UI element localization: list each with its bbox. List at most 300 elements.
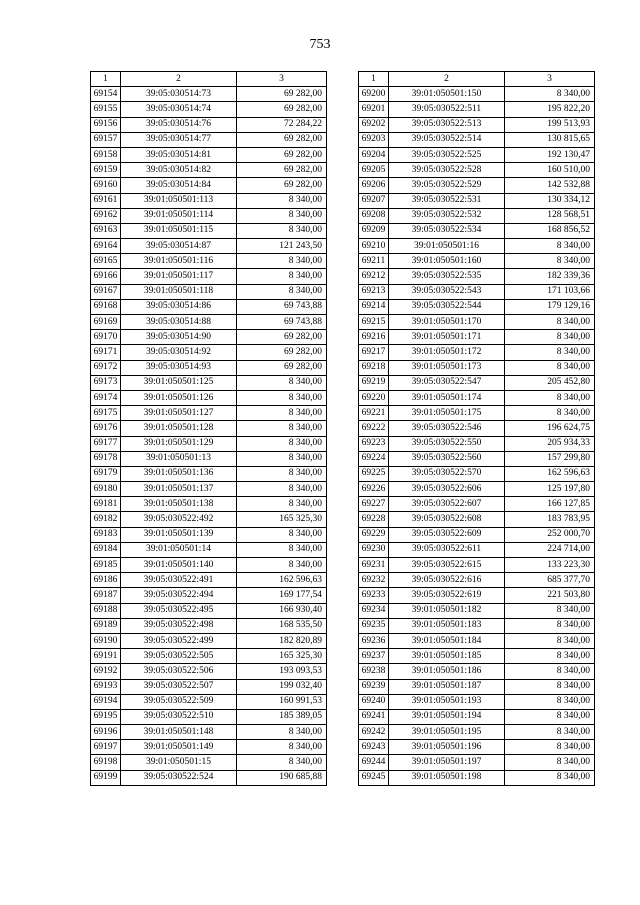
table-row bbox=[91, 694, 327, 709]
cadastral-number-cell: 39:01:050501:13 bbox=[121, 451, 237, 466]
cadastral-value-cell: 8 340,00 bbox=[505, 315, 595, 330]
cadastral-number-cell: 39:01:050501:172 bbox=[389, 345, 505, 360]
table-row bbox=[91, 679, 327, 694]
cadastral-number-cell: 39:01:050501:136 bbox=[121, 466, 237, 481]
row-number-cell: 69166 bbox=[91, 269, 121, 284]
cadastral-number-cell: 39:05:030522:608 bbox=[389, 512, 505, 527]
row-number-cell: 69206 bbox=[359, 178, 389, 193]
cadastral-value-cell: 8 340,00 bbox=[237, 223, 327, 238]
cadastral-value-cell: 8 340,00 bbox=[237, 755, 327, 770]
cadastral-number-cell: 39:05:030522:607 bbox=[389, 497, 505, 512]
cadastral-value-cell: 69 282,00 bbox=[237, 102, 327, 117]
cadastral-number-cell: 39:05:030514:90 bbox=[121, 330, 237, 345]
cadastral-value-cell: 8 340,00 bbox=[505, 360, 595, 375]
table-row bbox=[359, 163, 595, 178]
cadastral-value-cell: 8 340,00 bbox=[237, 497, 327, 512]
table-row bbox=[359, 649, 595, 664]
cadastral-value-cell: 195 822,20 bbox=[505, 102, 595, 117]
row-number-cell: 69189 bbox=[91, 618, 121, 633]
cadastral-value-cell: 199 513,93 bbox=[505, 117, 595, 132]
cadastral-number-cell: 39:05:030522:531 bbox=[389, 193, 505, 208]
row-number-cell: 69204 bbox=[359, 147, 389, 162]
table-body bbox=[91, 72, 327, 786]
row-number-cell: 69155 bbox=[91, 102, 121, 117]
cadastral-number-cell: 39:01:050501:183 bbox=[389, 618, 505, 633]
cadastral-number-cell: 39:01:050501:171 bbox=[389, 330, 505, 345]
cadastral-value-cell: 69 282,00 bbox=[237, 178, 327, 193]
cadastral-number-cell: 39:01:050501:115 bbox=[121, 223, 237, 238]
cadastral-number-cell: 39:05:030514:76 bbox=[121, 117, 237, 132]
cadastral-number-cell: 39:05:030514:87 bbox=[121, 239, 237, 254]
cadastral-number-cell: 39:05:030522:543 bbox=[389, 284, 505, 299]
cadastral-value-cell: 8 340,00 bbox=[505, 709, 595, 724]
cadastral-value-cell: 8 340,00 bbox=[505, 770, 595, 785]
table-row bbox=[359, 406, 595, 421]
cadastral-number-cell: 39:01:050501:187 bbox=[389, 679, 505, 694]
table-row bbox=[359, 87, 595, 102]
row-number-cell: 69202 bbox=[359, 117, 389, 132]
cadastral-value-cell: 8 340,00 bbox=[237, 254, 327, 269]
cadastral-number-cell: 39:01:050501:127 bbox=[121, 406, 237, 421]
row-number-cell: 69195 bbox=[91, 709, 121, 724]
cadastral-number-cell: 39:01:050501:160 bbox=[389, 254, 505, 269]
table-row bbox=[359, 740, 595, 755]
cadastral-value-cell: 165 325,30 bbox=[237, 512, 327, 527]
table-row bbox=[91, 725, 327, 740]
row-number-cell: 69174 bbox=[91, 390, 121, 405]
cadastral-number-cell: 39:05:030522:547 bbox=[389, 375, 505, 390]
table-row bbox=[91, 299, 327, 314]
cadastral-value-cell: 69 282,00 bbox=[237, 132, 327, 147]
cadastral-value-cell: 8 340,00 bbox=[237, 421, 327, 436]
row-number-cell: 69177 bbox=[91, 436, 121, 451]
cadastral-number-cell: 39:05:030522:506 bbox=[121, 664, 237, 679]
table-row bbox=[91, 117, 327, 132]
cadastral-value-cell: 8 340,00 bbox=[237, 208, 327, 223]
page-number: 753 bbox=[309, 37, 331, 52]
cadastral-value-cell: 8 340,00 bbox=[237, 725, 327, 740]
table-row bbox=[359, 421, 595, 436]
cadastral-number-cell: 39:05:030522:529 bbox=[389, 178, 505, 193]
cadastral-value-cell: 221 503,80 bbox=[505, 588, 595, 603]
row-number-cell: 69230 bbox=[359, 542, 389, 557]
row-number-cell: 69215 bbox=[359, 315, 389, 330]
row-number-cell: 69156 bbox=[91, 117, 121, 132]
cadastral-value-cell: 168 535,50 bbox=[237, 618, 327, 633]
column-header: 1 bbox=[359, 72, 389, 87]
row-number-cell: 69157 bbox=[91, 132, 121, 147]
table-row bbox=[91, 178, 327, 193]
table-row bbox=[91, 512, 327, 527]
table-row bbox=[91, 330, 327, 345]
row-number-cell: 69176 bbox=[91, 421, 121, 436]
cadastral-number-cell: 39:01:050501:139 bbox=[121, 527, 237, 542]
row-number-cell: 69234 bbox=[359, 603, 389, 618]
row-number-cell: 69175 bbox=[91, 406, 121, 421]
table-row bbox=[359, 497, 595, 512]
cadastral-number-cell: 39:05:030522:525 bbox=[389, 147, 505, 162]
cadastral-value-cell: 685 377,70 bbox=[505, 573, 595, 588]
cadastral-number-cell: 39:05:030522:494 bbox=[121, 588, 237, 603]
cadastral-number-cell: 39:05:030522:499 bbox=[121, 633, 237, 648]
cadastral-value-cell: 8 340,00 bbox=[237, 436, 327, 451]
cadastral-number-cell: 39:05:030522:491 bbox=[121, 573, 237, 588]
cadastral-number-cell: 39:05:030514:93 bbox=[121, 360, 237, 375]
cadastral-number-cell: 39:05:030514:73 bbox=[121, 87, 237, 102]
table-row bbox=[359, 618, 595, 633]
row-number-cell: 69205 bbox=[359, 163, 389, 178]
row-number-cell: 69211 bbox=[359, 254, 389, 269]
table-body bbox=[359, 72, 595, 786]
cadastral-value-cell: 8 340,00 bbox=[505, 330, 595, 345]
cadastral-value-cell: 8 340,00 bbox=[237, 542, 327, 557]
cadastral-value-cell: 8 340,00 bbox=[505, 390, 595, 405]
cadastral-value-cell: 160 991,53 bbox=[237, 694, 327, 709]
cadastral-value-cell: 162 596,63 bbox=[505, 466, 595, 481]
table-row bbox=[91, 482, 327, 497]
cadastral-value-cell: 252 000,70 bbox=[505, 527, 595, 542]
table-row bbox=[359, 360, 595, 375]
row-number-cell: 69236 bbox=[359, 633, 389, 648]
table-row bbox=[359, 208, 595, 223]
row-number-cell: 69210 bbox=[359, 239, 389, 254]
table-row bbox=[91, 618, 327, 633]
cadastral-value-cell: 69 282,00 bbox=[237, 360, 327, 375]
row-number-cell: 69159 bbox=[91, 163, 121, 178]
cadastral-number-cell: 39:05:030514:92 bbox=[121, 345, 237, 360]
table-row bbox=[359, 375, 595, 390]
row-number-cell: 69216 bbox=[359, 330, 389, 345]
row-number-cell: 69197 bbox=[91, 740, 121, 755]
table-row bbox=[359, 558, 595, 573]
register-table-right bbox=[358, 71, 595, 786]
row-number-cell: 69238 bbox=[359, 664, 389, 679]
table-row bbox=[359, 755, 595, 770]
cadastral-number-cell: 39:05:030522:510 bbox=[121, 709, 237, 724]
row-number-cell: 69241 bbox=[359, 709, 389, 724]
cadastral-value-cell: 128 568,51 bbox=[505, 208, 595, 223]
cadastral-value-cell: 8 340,00 bbox=[237, 284, 327, 299]
cadastral-number-cell: 39:01:050501:15 bbox=[121, 755, 237, 770]
row-number-cell: 69232 bbox=[359, 573, 389, 588]
cadastral-number-cell: 39:05:030522:544 bbox=[389, 299, 505, 314]
row-number-cell: 69199 bbox=[91, 770, 121, 785]
table-row bbox=[359, 436, 595, 451]
cadastral-value-cell: 8 340,00 bbox=[505, 679, 595, 694]
row-number-cell: 69208 bbox=[359, 208, 389, 223]
cadastral-number-cell: 39:05:030522:546 bbox=[389, 421, 505, 436]
row-number-cell: 69182 bbox=[91, 512, 121, 527]
cadastral-number-cell: 39:01:050501:16 bbox=[389, 239, 505, 254]
row-number-cell: 69185 bbox=[91, 558, 121, 573]
table-row bbox=[91, 649, 327, 664]
cadastral-number-cell: 39:01:050501:184 bbox=[389, 633, 505, 648]
cadastral-number-cell: 39:05:030522:498 bbox=[121, 618, 237, 633]
cadastral-number-cell: 39:01:050501:186 bbox=[389, 664, 505, 679]
cadastral-value-cell: 8 340,00 bbox=[505, 345, 595, 360]
table-row bbox=[91, 315, 327, 330]
table-row bbox=[91, 527, 327, 542]
cadastral-number-cell: 39:05:030522:511 bbox=[389, 102, 505, 117]
table-row bbox=[359, 603, 595, 618]
table-row bbox=[359, 588, 595, 603]
table-row bbox=[91, 740, 327, 755]
cadastral-number-cell: 39:01:050501:114 bbox=[121, 208, 237, 223]
cadastral-value-cell: 69 282,00 bbox=[237, 87, 327, 102]
cadastral-number-cell: 39:01:050501:175 bbox=[389, 406, 505, 421]
row-number-cell: 69160 bbox=[91, 178, 121, 193]
table-row bbox=[91, 542, 327, 557]
table-row bbox=[91, 239, 327, 254]
row-number-cell: 69170 bbox=[91, 330, 121, 345]
row-number-cell: 69227 bbox=[359, 497, 389, 512]
cadastral-number-cell: 39:01:050501:195 bbox=[389, 725, 505, 740]
row-number-cell: 69172 bbox=[91, 360, 121, 375]
row-number-cell: 69225 bbox=[359, 466, 389, 481]
row-number-cell: 69183 bbox=[91, 527, 121, 542]
table-row bbox=[359, 117, 595, 132]
row-number-cell: 69243 bbox=[359, 740, 389, 755]
table-row bbox=[359, 284, 595, 299]
table-row bbox=[91, 360, 327, 375]
table-row bbox=[359, 239, 595, 254]
table-row bbox=[91, 375, 327, 390]
table-row bbox=[359, 299, 595, 314]
table-row bbox=[359, 512, 595, 527]
cadastral-number-cell: 39:01:050501:197 bbox=[389, 755, 505, 770]
table-row bbox=[359, 633, 595, 648]
table-row bbox=[359, 147, 595, 162]
cadastral-number-cell: 39:05:030522:513 bbox=[389, 117, 505, 132]
table-row bbox=[91, 421, 327, 436]
cadastral-value-cell: 8 340,00 bbox=[505, 406, 595, 421]
row-number-cell: 69187 bbox=[91, 588, 121, 603]
cadastral-number-cell: 39:05:030522:606 bbox=[389, 482, 505, 497]
cadastral-value-cell: 8 340,00 bbox=[505, 740, 595, 755]
cadastral-number-cell: 39:01:050501:113 bbox=[121, 193, 237, 208]
cadastral-number-cell: 39:01:050501:128 bbox=[121, 421, 237, 436]
table-row bbox=[359, 694, 595, 709]
table-row bbox=[91, 345, 327, 360]
cadastral-number-cell: 39:01:050501:149 bbox=[121, 740, 237, 755]
table-row bbox=[91, 755, 327, 770]
cadastral-value-cell: 69 282,00 bbox=[237, 345, 327, 360]
cadastral-number-cell: 39:01:050501:198 bbox=[389, 770, 505, 785]
table-row bbox=[91, 284, 327, 299]
cadastral-value-cell: 192 130,47 bbox=[505, 147, 595, 162]
cadastral-value-cell: 142 532,88 bbox=[505, 178, 595, 193]
table-row bbox=[359, 132, 595, 147]
table-row bbox=[91, 406, 327, 421]
row-number-cell: 69178 bbox=[91, 451, 121, 466]
cadastral-number-cell: 39:01:050501:14 bbox=[121, 542, 237, 557]
cadastral-number-cell: 39:05:030522:615 bbox=[389, 558, 505, 573]
cadastral-value-cell: 69 282,00 bbox=[237, 163, 327, 178]
row-number-cell: 69154 bbox=[91, 87, 121, 102]
table-row bbox=[359, 770, 595, 785]
cadastral-number-cell: 39:01:050501:129 bbox=[121, 436, 237, 451]
table-row bbox=[359, 315, 595, 330]
cadastral-number-cell: 39:01:050501:137 bbox=[121, 482, 237, 497]
cadastral-number-cell: 39:01:050501:170 bbox=[389, 315, 505, 330]
table-row bbox=[359, 482, 595, 497]
row-number-cell: 69188 bbox=[91, 603, 121, 618]
cadastral-number-cell: 39:05:030522:570 bbox=[389, 466, 505, 481]
row-number-cell: 69179 bbox=[91, 466, 121, 481]
cadastral-value-cell: 130 334,12 bbox=[505, 193, 595, 208]
cadastral-number-cell: 39:05:030522:550 bbox=[389, 436, 505, 451]
cadastral-value-cell: 8 340,00 bbox=[237, 466, 327, 481]
row-number-cell: 69201 bbox=[359, 102, 389, 117]
cadastral-value-cell: 133 223,30 bbox=[505, 558, 595, 573]
cadastral-value-cell: 8 340,00 bbox=[237, 482, 327, 497]
cadastral-value-cell: 183 783,95 bbox=[505, 512, 595, 527]
row-number-cell: 69196 bbox=[91, 725, 121, 740]
table-row bbox=[91, 497, 327, 512]
cadastral-number-cell: 39:05:030522:514 bbox=[389, 132, 505, 147]
table-row bbox=[91, 163, 327, 178]
cadastral-value-cell: 179 129,16 bbox=[505, 299, 595, 314]
cadastral-value-cell: 8 340,00 bbox=[505, 649, 595, 664]
table-row bbox=[91, 436, 327, 451]
cadastral-value-cell: 224 714,00 bbox=[505, 542, 595, 557]
cadastral-number-cell: 39:05:030514:81 bbox=[121, 147, 237, 162]
table-row bbox=[91, 466, 327, 481]
row-number-cell: 69186 bbox=[91, 573, 121, 588]
cadastral-number-cell: 39:01:050501:117 bbox=[121, 269, 237, 284]
row-number-cell: 69233 bbox=[359, 588, 389, 603]
cadastral-number-cell: 39:05:030522:505 bbox=[121, 649, 237, 664]
cadastral-value-cell: 8 340,00 bbox=[505, 618, 595, 633]
column-header: 1 bbox=[91, 72, 121, 87]
table-row bbox=[91, 223, 327, 238]
row-number-cell: 69224 bbox=[359, 451, 389, 466]
cadastral-value-cell: 171 103,66 bbox=[505, 284, 595, 299]
row-number-cell: 69181 bbox=[91, 497, 121, 512]
cadastral-number-cell: 39:01:050501:125 bbox=[121, 375, 237, 390]
cadastral-number-cell: 39:01:050501:185 bbox=[389, 649, 505, 664]
table-row bbox=[91, 603, 327, 618]
cadastral-value-cell: 8 340,00 bbox=[505, 633, 595, 648]
table-row bbox=[359, 269, 595, 284]
cadastral-number-cell: 39:05:030522:532 bbox=[389, 208, 505, 223]
cadastral-value-cell: 8 340,00 bbox=[505, 725, 595, 740]
cadastral-value-cell: 166 930,40 bbox=[237, 603, 327, 618]
cadastral-number-cell: 39:05:030522:492 bbox=[121, 512, 237, 527]
cadastral-number-cell: 39:05:030522:524 bbox=[121, 770, 237, 785]
cadastral-number-cell: 39:05:030522:534 bbox=[389, 223, 505, 238]
cadastral-value-cell: 8 340,00 bbox=[505, 664, 595, 679]
cadastral-number-cell: 39:01:050501:173 bbox=[389, 360, 505, 375]
cadastral-value-cell: 8 340,00 bbox=[237, 375, 327, 390]
cadastral-value-cell: 8 340,00 bbox=[237, 193, 327, 208]
cadastral-value-cell: 8 340,00 bbox=[237, 390, 327, 405]
cadastral-number-cell: 39:05:030514:74 bbox=[121, 102, 237, 117]
cadastral-value-cell: 157 299,80 bbox=[505, 451, 595, 466]
cadastral-number-cell: 39:01:050501:148 bbox=[121, 725, 237, 740]
cadastral-number-cell: 39:01:050501:140 bbox=[121, 558, 237, 573]
row-number-cell: 69245 bbox=[359, 770, 389, 785]
row-number-cell: 69191 bbox=[91, 649, 121, 664]
row-number-cell: 69168 bbox=[91, 299, 121, 314]
cadastral-number-cell: 39:05:030522:616 bbox=[389, 573, 505, 588]
cadastral-value-cell: 125 197,80 bbox=[505, 482, 595, 497]
table-row bbox=[91, 573, 327, 588]
cadastral-value-cell: 196 624,75 bbox=[505, 421, 595, 436]
cadastral-number-cell: 39:01:050501:174 bbox=[389, 390, 505, 405]
table-row bbox=[359, 709, 595, 724]
column-header: 3 bbox=[505, 72, 595, 87]
cadastral-value-cell: 185 389,05 bbox=[237, 709, 327, 724]
table-row bbox=[91, 87, 327, 102]
table-header-row bbox=[91, 72, 327, 87]
cadastral-value-cell: 182 820,89 bbox=[237, 633, 327, 648]
row-number-cell: 69221 bbox=[359, 406, 389, 421]
cadastral-value-cell: 8 340,00 bbox=[505, 239, 595, 254]
cadastral-number-cell: 39:05:030522:560 bbox=[389, 451, 505, 466]
table-row bbox=[91, 588, 327, 603]
table-row bbox=[91, 102, 327, 117]
row-number-cell: 69226 bbox=[359, 482, 389, 497]
cadastral-value-cell: 166 127,85 bbox=[505, 497, 595, 512]
row-number-cell: 69237 bbox=[359, 649, 389, 664]
row-number-cell: 69240 bbox=[359, 694, 389, 709]
cadastral-value-cell: 169 177,54 bbox=[237, 588, 327, 603]
row-number-cell: 69164 bbox=[91, 239, 121, 254]
row-number-cell: 69167 bbox=[91, 284, 121, 299]
row-number-cell: 69235 bbox=[359, 618, 389, 633]
row-number-cell: 69213 bbox=[359, 284, 389, 299]
cadastral-number-cell: 39:05:030522:535 bbox=[389, 269, 505, 284]
cadastral-value-cell: 8 340,00 bbox=[505, 87, 595, 102]
cadastral-number-cell: 39:01:050501:193 bbox=[389, 694, 505, 709]
cadastral-value-cell: 8 340,00 bbox=[237, 558, 327, 573]
row-number-cell: 69217 bbox=[359, 345, 389, 360]
row-number-cell: 69203 bbox=[359, 132, 389, 147]
table-row bbox=[359, 178, 595, 193]
row-number-cell: 69218 bbox=[359, 360, 389, 375]
table-row bbox=[359, 466, 595, 481]
table-row bbox=[359, 223, 595, 238]
cadastral-number-cell: 39:05:030522:611 bbox=[389, 542, 505, 557]
cadastral-value-cell: 130 815,65 bbox=[505, 132, 595, 147]
cadastral-number-cell: 39:01:050501:150 bbox=[389, 87, 505, 102]
cadastral-value-cell: 8 340,00 bbox=[237, 451, 327, 466]
row-number-cell: 69161 bbox=[91, 193, 121, 208]
cadastral-number-cell: 39:05:030514:82 bbox=[121, 163, 237, 178]
cadastral-value-cell: 69 282,00 bbox=[237, 147, 327, 162]
table-row bbox=[91, 633, 327, 648]
cadastral-value-cell: 193 093,53 bbox=[237, 664, 327, 679]
cadastral-value-cell: 8 340,00 bbox=[237, 527, 327, 542]
row-number-cell: 69165 bbox=[91, 254, 121, 269]
cadastral-number-cell: 39:05:030522:609 bbox=[389, 527, 505, 542]
row-number-cell: 69200 bbox=[359, 87, 389, 102]
table-row bbox=[91, 709, 327, 724]
table-row bbox=[91, 132, 327, 147]
table-row bbox=[359, 451, 595, 466]
cadastral-value-cell: 160 510,00 bbox=[505, 163, 595, 178]
row-number-cell: 69180 bbox=[91, 482, 121, 497]
row-number-cell: 69231 bbox=[359, 558, 389, 573]
row-number-cell: 69207 bbox=[359, 193, 389, 208]
cadastral-value-cell: 72 284,22 bbox=[237, 117, 327, 132]
cadastral-number-cell: 39:01:050501:116 bbox=[121, 254, 237, 269]
cadastral-number-cell: 39:05:030522:528 bbox=[389, 163, 505, 178]
cadastral-value-cell: 8 340,00 bbox=[505, 694, 595, 709]
cadastral-value-cell: 69 743,88 bbox=[237, 315, 327, 330]
table-row bbox=[359, 679, 595, 694]
